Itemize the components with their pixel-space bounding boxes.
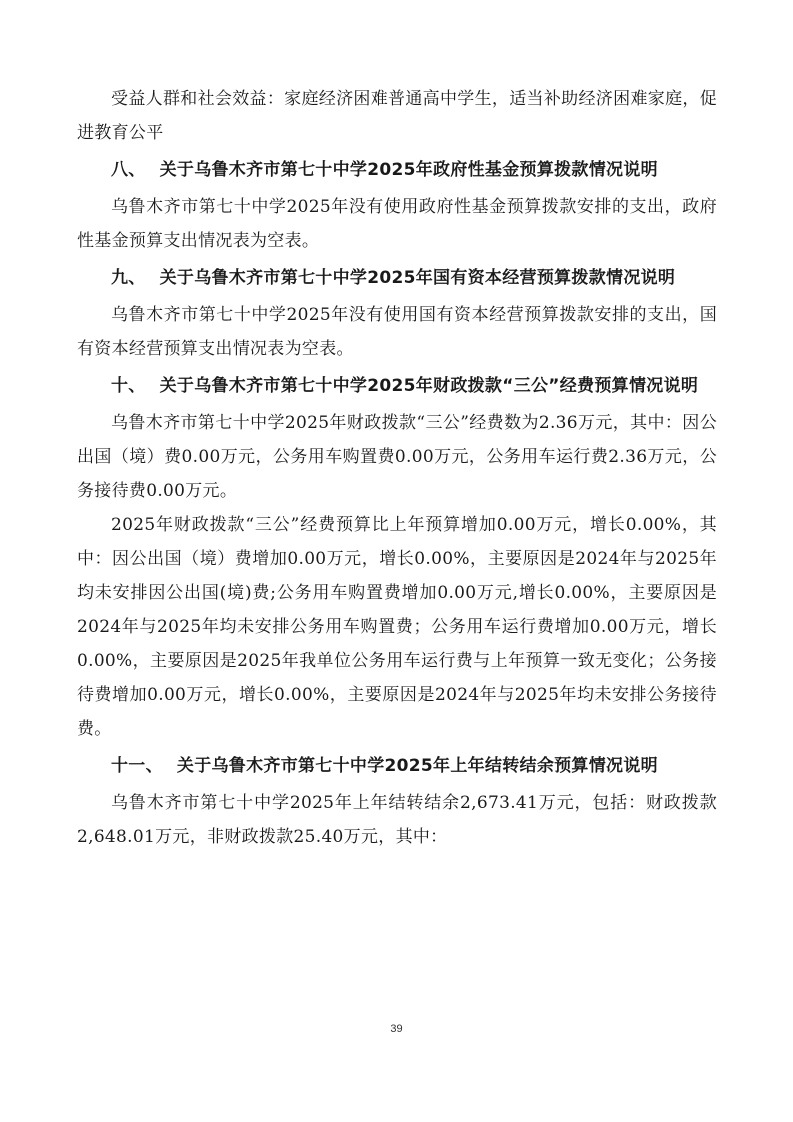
- heading-number: 八、: [111, 160, 146, 180]
- document-body: [77, 82, 717, 854]
- heading-text: 关于乌鲁木齐市第七十中学2025年上年结转结余预算情况说明: [176, 756, 658, 776]
- heading-section-11: [77, 749, 717, 783]
- paragraph-three-public-total: 乌鲁木齐市第七十中学2025年财政拨款“三公”经费数为2.36万元，其中：因公出国（境）费0.00万元，公务用车购置费0.00万元，公务用车运行费2.36万元，公务接待费0.00万元。: [77, 413, 717, 501]
- heading-section-9: [77, 261, 717, 295]
- heading-number: 十一、: [111, 756, 163, 776]
- heading-number: 九、: [111, 268, 146, 288]
- heading-text: 关于乌鲁木齐市第七十中学2025年财政拨款“三公”经费预算情况说明: [159, 376, 699, 396]
- heading-section-8: [77, 153, 717, 187]
- heading-section-10: [77, 369, 717, 403]
- paragraph-beneficiaries: 受益人群和社会效益：家庭经济困难普通高中学生，适当补助经济困难家庭，促进教育公平: [77, 89, 717, 143]
- heading-text: 关于乌鲁木齐市第七十中学2025年政府性基金预算拨款情况说明: [159, 160, 658, 180]
- page-number: 39: [390, 1023, 403, 1035]
- heading-number: 十、: [111, 376, 146, 396]
- paragraph-carryover: 乌鲁木齐市第七十中学2025年上年结转结余2,673.41万元，包括：财政拨款2,648.01万元，非财政拨款25.40万元，其中：: [77, 793, 717, 847]
- paragraph-state-capital: 乌鲁木齐市第七十中学2025年没有使用国有资本经营预算拨款安排的支出，国有资本经营预算支出情况表为空表。: [77, 305, 717, 359]
- heading-text: 关于乌鲁木齐市第七十中学2025年国有资本经营预算拨款情况说明: [159, 268, 676, 288]
- paragraph-government-fund: 乌鲁木齐市第七十中学2025年没有使用政府性基金预算拨款安排的支出，政府性基金预算支出情况表为空表。: [77, 197, 717, 251]
- paragraph-three-public-change: 2025年财政拨款“三公”经费预算比上年预算增加0.00万元，增长0.00%，其中：因公出国（境）费增加0.00万元，增长0.00%，主要原因是2024年与2025年均未安排因公出国(境)费;公务用车购置费增加0.00万元,增长0.00%，主要原因是2024年与2025年均未安排公务用车购置费；公务用车运行费增加0.00万元，增长0.00%，主要原因是2025年我单位公务用车运行费与上年预算一致无变化；公务接待费增加0.00万元，增长0.00%，主要原因是2024年与2025年均未安排公务接待费。: [77, 515, 717, 739]
